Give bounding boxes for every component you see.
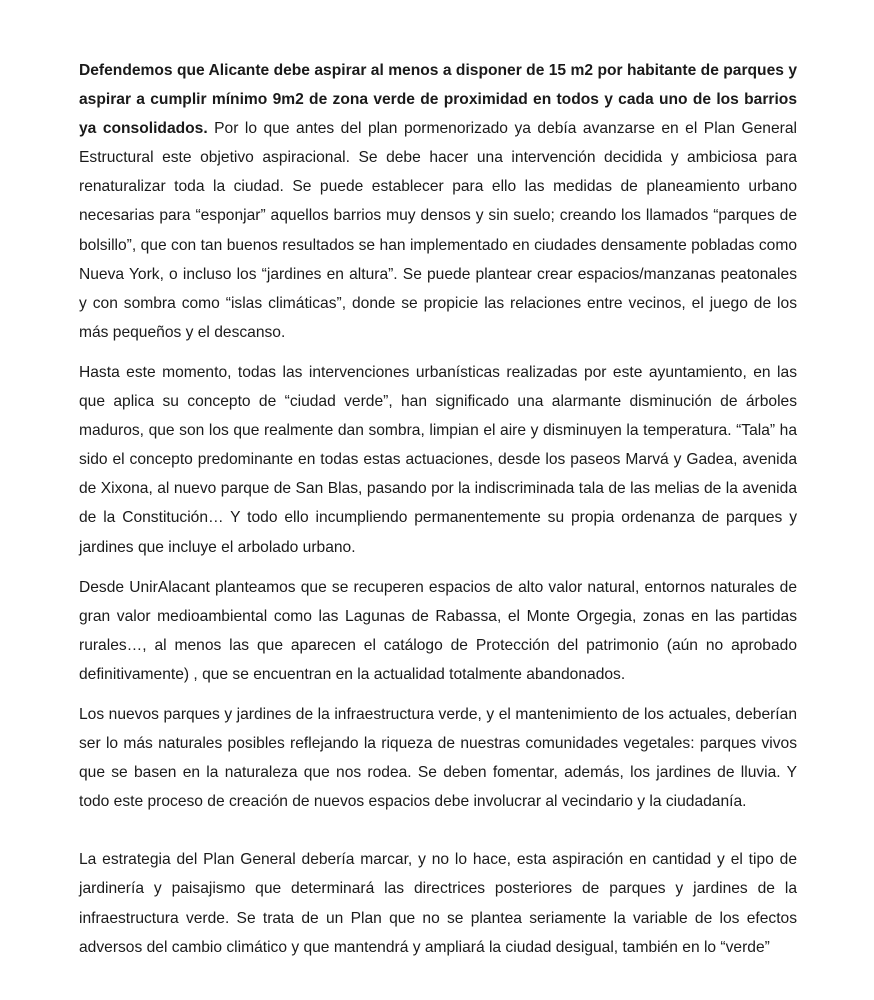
paragraph-parks-target (79, 56, 797, 347)
paragraph-text: Por lo que antes del plan pormenorizado ya debía avanzarse en el Plan General Estructural este objetivo aspiracional. Se debe hacer una intervención decidida y ambiciosa para renaturalizar toda la ciudad. Se puede establecer para ello las medidas de planeamiento urbano necesarias para “esponjar” aquellos barrios muy densos y sin suelo; creando los llamados “parques de bolsillo”, que con tan buenos resultados se han implementado en ciudades densamente pobladas como Nueva York, o incluso los “jardines en altura”. Se puede plantear crear espacios/manzanas peatonales y con sombra como “islas climáticas”, donde se propicie las relaciones entre vecinos, el juego de los más pequeños y el descanso. (79, 120, 797, 341)
paragraph-urban-interventions: Hasta este momento, todas las intervenciones urbanísticas realizadas por este ayuntamiento, en las que aplica su concepto de “ciudad verde”, han significado una alarmante disminución de árboles maduros, que son los que realmente dan sombra, limpian el aire y disminuyen la temperatura. “Tala” ha sido el concepto predominante en todas estas actuaciones, desde los paseos Marvá y Gadea, avenida de Xixona, al nuevo parque de San Blas, pasando por la indiscriminada tala de las melias de la avenida de la Constitución… Y todo ello incumpliendo permanentemente su propia ordenanza de parques y jardines que incluye el arbolado urbano. (79, 363, 797, 556)
paragraph-natural-spaces: Desde UnirAlacant planteamos que se recuperen espacios de alto valor natural, entornos naturales de gran valor medioambiental como las Lagunas de Rabassa, el Monte Orgegia, zonas en las partidas rurales…, al menos las que aparecen el catálogo de Protección del patrimonio (aún no aprobado definitivamente) , que se encuentran en la actualidad totalmente abandonados. (79, 578, 797, 683)
paragraph-green-infrastructure: Los nuevos parques y jardines de la infraestructura verde, y el mantenimiento de los actuales, deberían ser lo más naturales posibles reflejando la riqueza de nuestras comunidades vegetales: parques vivos que se basen en la naturaleza que nos rodea. Se deben fomentar, además, los jardines de lluvia. Y todo este proceso de creación de nuevos espacios debe involucrar al vecindario y la ciudadanía. (79, 705, 797, 811)
paragraph-plan-strategy: La estrategia del Plan General debería marcar, y no lo hace, esta aspiración en cantidad y el tipo de jardinería y paisajismo que determinará las directrices posteriores de parques y jardines de la infraestructura verde. Se trata de un Plan que no se plantea seriamente la variable de los efectos adversos del cambio climático y que mantendrá y ampliará la ciudad desigual, también en lo “verde” (79, 851, 797, 956)
document-body (79, 56, 797, 962)
paragraph-bold-lead: Defendemos que Alicante debe aspirar al menos a disponer de 15 m2 por habitante de parques y aspirar a cumplir mínimo 9m2 de zona verde de proximidad en todos y cada uno de los barrios ya consolidados. (79, 62, 797, 138)
